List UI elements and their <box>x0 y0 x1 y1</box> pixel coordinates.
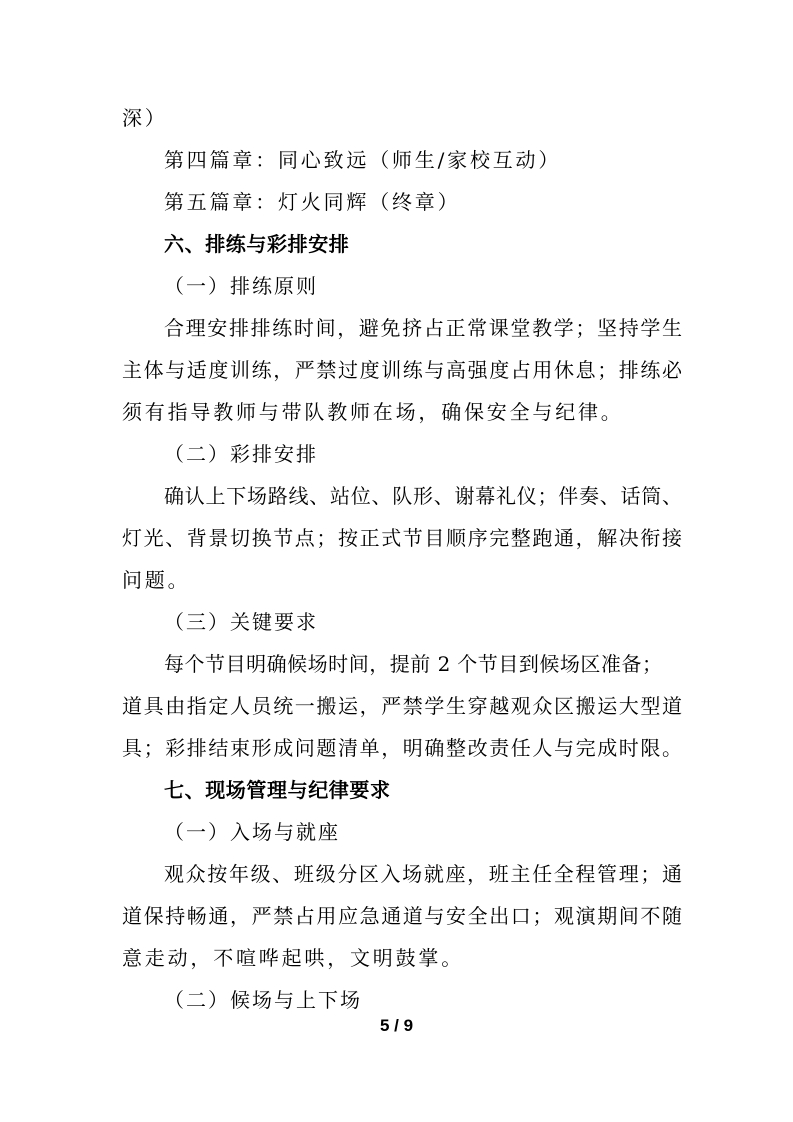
paragraph-line: 灯光、背景切换节点；按正式节目顺序完整跑通，解决衔接 <box>122 526 682 550</box>
paragraph-line: 道保持畅通，严禁占用应急通道与安全出口；观演期间不随 <box>122 904 682 928</box>
chapter-five-line: 第五篇章：灯火同辉（终章） <box>164 190 461 214</box>
paragraph-line: 确认上下场路线、站位、队形、谢幕礼仪；伴奏、话筒、 <box>164 484 682 508</box>
paragraph-line: 具；彩排结束形成问题清单，明确整改责任人与完成时限。 <box>122 736 682 760</box>
paragraph-line: 须有指导教师与带队教师在场，确保安全与纪律。 <box>122 400 624 424</box>
section-7-sub-2-heading: （二）候场与上下场 <box>164 988 362 1012</box>
chapter-four-line: 第四篇章：同心致远（师生/家校互动） <box>164 148 562 172</box>
section-7-sub-1-heading: （一）入场与就座 <box>164 820 340 844</box>
section-6-sub-2-heading: （二）彩排安排 <box>164 442 318 466</box>
paragraph-line: 道具由指定人员统一搬运，严禁学生穿越观众区搬运大型道 <box>122 694 682 718</box>
paragraph-line: 观众按年级、班级分区入场就座，班主任全程管理；通 <box>164 862 682 886</box>
paragraph-line: 合理安排排练时间，避免挤占正常课堂教学；坚持学生 <box>164 316 682 340</box>
paragraph-line: 意走动，不喧哗起哄，文明鼓掌。 <box>122 946 464 970</box>
section-6-heading: 六、排练与彩排安排 <box>164 232 350 256</box>
paragraph-line: 问题。 <box>122 568 191 592</box>
continued-text-line: 深） <box>122 106 168 130</box>
section-7-heading: 七、现场管理与纪律要求 <box>164 778 391 802</box>
page-number: 5 / 9 <box>379 1016 414 1035</box>
paragraph-line: 每个节目明确候场时间，提前 2 个节目到候场区准备； <box>164 652 662 676</box>
section-6-sub-1-heading: （一）排练原则 <box>164 274 318 298</box>
paragraph-line: 主体与适度训练，严禁过度训练与高强度占用休息；排练必 <box>122 358 682 382</box>
section-6-sub-3-heading: （三）关键要求 <box>164 610 318 634</box>
